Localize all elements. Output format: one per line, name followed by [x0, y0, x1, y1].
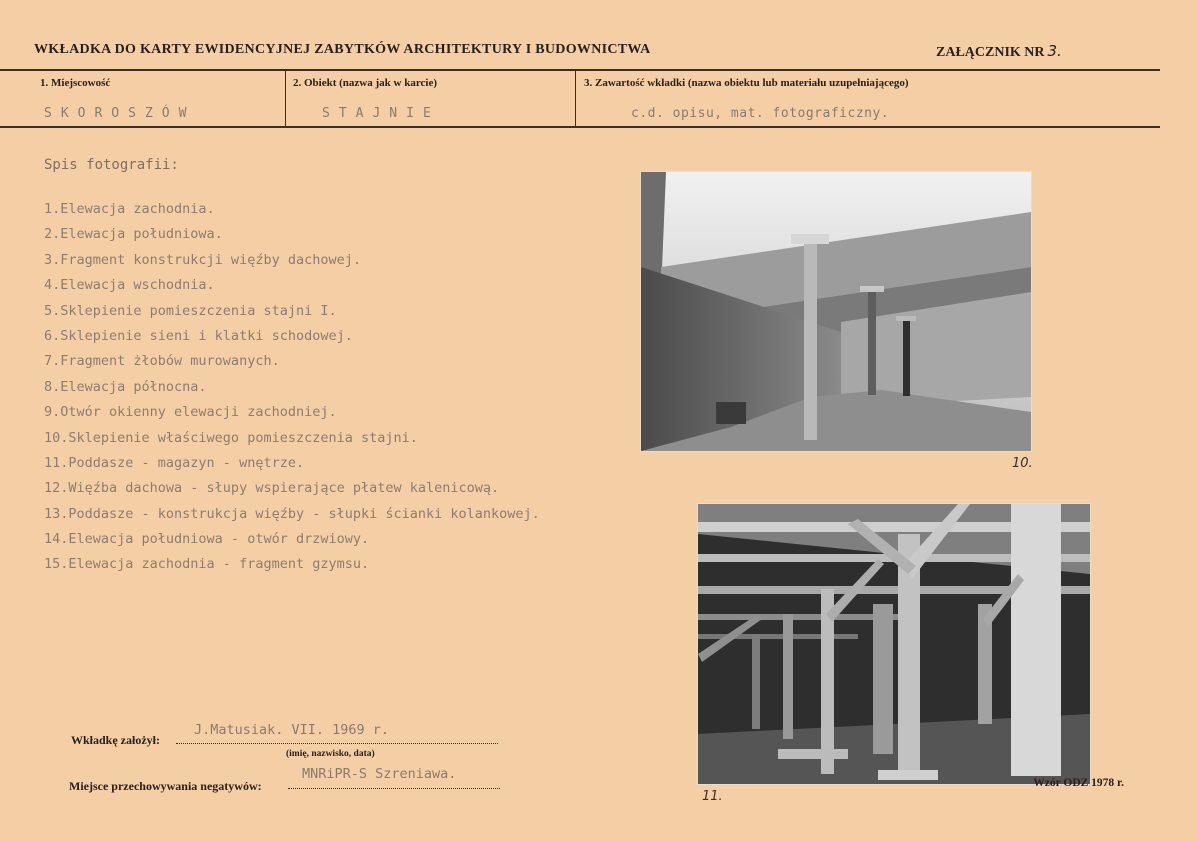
storage-dotline [288, 788, 500, 789]
list-item: 11.Poddasze - magazyn - wnętrze. [44, 454, 305, 471]
list-item: 13.Poddasze - konstrukcja więźby - słupki ścianki kolankowej. [44, 505, 540, 522]
annex-number-value: 3. [1047, 42, 1062, 60]
card-title: WKŁADKA DO KARTY EWIDENCYJNEJ ZABYTKÓW ARCHITEKTURY I BUDOWNICTWA [34, 42, 651, 57]
list-item: 5.Sklepienie pomieszczenia stajni I. [44, 302, 337, 319]
annex-number [936, 42, 1062, 61]
field-label-object: 2. Obiekt (nazwa jak w karcie) [293, 77, 438, 89]
field-label-contents: 3. Zawartość wkładki (nazwa obiektu lub materiału uzupełniającego) [584, 77, 909, 89]
form-pattern: Wzór ODZ 1978 r. [1033, 777, 1124, 789]
list-item: 4.Elewacja wschodnia. [44, 277, 215, 294]
photo-stable-vault [641, 172, 1031, 451]
founder-hint: (imię, nazwisko, data) [286, 749, 375, 759]
list-item: 14.Elewacja południowa - otwór drzwiowy. [44, 531, 370, 548]
list-item: 1.Elewacja zachodnia. [44, 201, 215, 217]
list-item: 8.Elewacja północna. [44, 378, 207, 395]
photo-list [44, 199, 540, 580]
founder-value: J.Matusiak. VII. 1969 r. [194, 722, 390, 738]
list-item: 7.Fragment żłobów murowanych. [44, 353, 280, 370]
header-rule-bottom [0, 126, 1160, 128]
storage-label: Miejsce przechowywania negatywów: [69, 779, 262, 793]
field-value-object: STAJNIE [322, 106, 440, 121]
list-item: 9.Otwór okienny elewacji zachodniej. [44, 404, 337, 421]
header-rule-top [0, 69, 1160, 71]
photo-caption: 11. [702, 789, 723, 804]
list-item: 6.Sklepienie sieni i klatki schodowej. [44, 327, 353, 344]
founder-dotline [176, 743, 498, 744]
list-item: 2.Elewacja południowa. [44, 226, 223, 243]
field-divider-2 [575, 71, 576, 126]
field-value-locality: SKOROSZÓW [44, 106, 196, 121]
photo-attic-truss [698, 504, 1090, 784]
list-item: 10.Sklepienie właściwego pomieszczenia stajni. [44, 429, 418, 446]
field-value-contents: c.d. opisu, mat. fotograficzny. [631, 106, 890, 121]
list-item: 3.Fragment konstrukcji więźby dachowej. [44, 251, 361, 268]
photo-caption: 10. [1012, 456, 1033, 471]
field-label-locality: 1. Miejscowość [40, 77, 111, 89]
list-item: 15.Elewacja zachodnia - fragment gzymsu. [44, 556, 370, 573]
storage-value: MNRiPR-S Szreniawa. [302, 766, 457, 782]
photo-list-title: Spis fotografii: [44, 157, 179, 173]
field-divider-1 [285, 71, 286, 126]
annex-label: ZAŁĄCZNIK NR [936, 45, 1045, 60]
founder-label: Wkładkę założył: [71, 733, 160, 747]
list-item: 12.Więźba dachowa - słupy wspierające płatew kalenicową. [44, 480, 500, 497]
